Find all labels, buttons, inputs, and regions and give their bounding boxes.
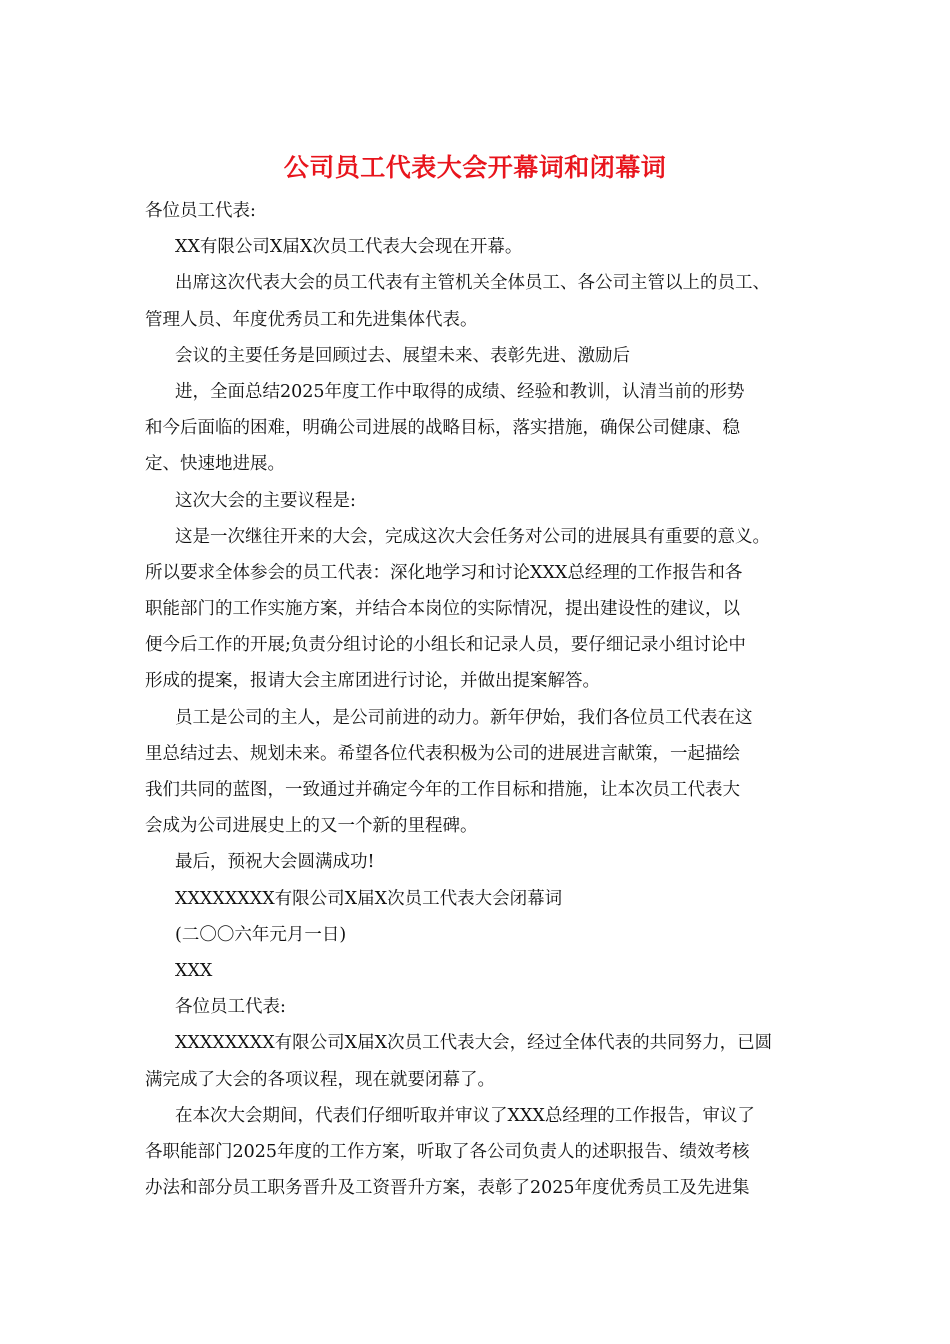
body-line: 这是一次继往开来的大会，完成这次大会任务对公司的进展具有重要的意义。 xyxy=(175,526,770,547)
body-line: 我们共同的蓝图，一致通过并确定今年的工作目标和措施，让本次员工代表大 xyxy=(145,780,740,800)
body-line: 这次大会的主要议程是: xyxy=(175,490,356,511)
body-line: 各位员工代表: xyxy=(175,997,286,1018)
body-line: 会成为公司进展史上的又一个新的里程碑。 xyxy=(145,816,478,837)
body-line: 各位员工代表: xyxy=(145,201,256,221)
body-line: 里总结过去、规划未来。希望各位代表积极为公司的进展进言献策，一起描绘 xyxy=(145,743,740,764)
body-line: 最后，预祝大会圆满成功! xyxy=(175,852,375,873)
body-line: XX有限公司X届X次员工代表大会现在开幕。 xyxy=(175,237,523,258)
body-line: 出席这次代表大会的员工代表有主管机关全体员工、各公司主管以上的员工、 xyxy=(175,273,770,294)
body-line: XXXXXXXX有限公司X届X次员工代表大会，经过全体代表的共同努力，已圆 xyxy=(175,1033,773,1054)
body-line: XXXXXXXX有限公司X届X次员工代表大会闭幕词 xyxy=(175,888,563,909)
body-line: 定、快速地进展。 xyxy=(145,454,285,475)
body-line: 满完成了大会的各项议程，现在就要闭幕了。 xyxy=(145,1069,495,1090)
body-line: (二〇〇六年元月一日) xyxy=(175,924,347,945)
body-line: 便今后工作的开展;负责分组讨论的小组长和记录人员，要仔细记录小组讨论中 xyxy=(145,635,746,656)
body-line: 各职能部门2025年度的工作方案，听取了各公司负责人的述职报告、绩效考核 xyxy=(145,1141,750,1162)
body-line: 和今后面临的困难，明确公司进展的战略目标，落实措施，确保公司健康、稳 xyxy=(145,418,740,439)
body-line: 办法和部分员工职务晋升及工资晋升方案，表彰了2025年度优秀员工及先进集 xyxy=(145,1178,750,1199)
body-line: 在本次大会期间，代表们仔细听取并审议了XXX总经理的工作报告，审议了 xyxy=(175,1105,755,1126)
document-title: 公司员工代表大会开幕词和闭幕词 xyxy=(283,153,667,182)
document-body xyxy=(145,193,825,1206)
body-line: XXX xyxy=(175,960,213,981)
body-line: 员工是公司的主人，是公司前进的动力。新年伊始，我们各位员工代表在这 xyxy=(175,707,753,728)
body-line: 会议的主要任务是回顾过去、展望未来、表彰先进、激励后 xyxy=(175,345,630,366)
body-line: 进，全面总结2025年度工作中取得的成绩、经验和教训，认清当前的形势 xyxy=(175,381,745,402)
body-line: 管理人员、年度优秀员工和先进集体代表。 xyxy=(145,309,478,330)
body-line: 所以要求全体参会的员工代表：深化地学习和讨论XXX总经理的工作报告和各 xyxy=(145,562,743,583)
body-line: 职能部门的工作实施方案，并结合本岗位的实际情况，提出建设性的建议，以 xyxy=(145,599,740,620)
body-line: 形成的提案，报请大会主席团进行讨论，并做出提案解答。 xyxy=(145,671,600,692)
